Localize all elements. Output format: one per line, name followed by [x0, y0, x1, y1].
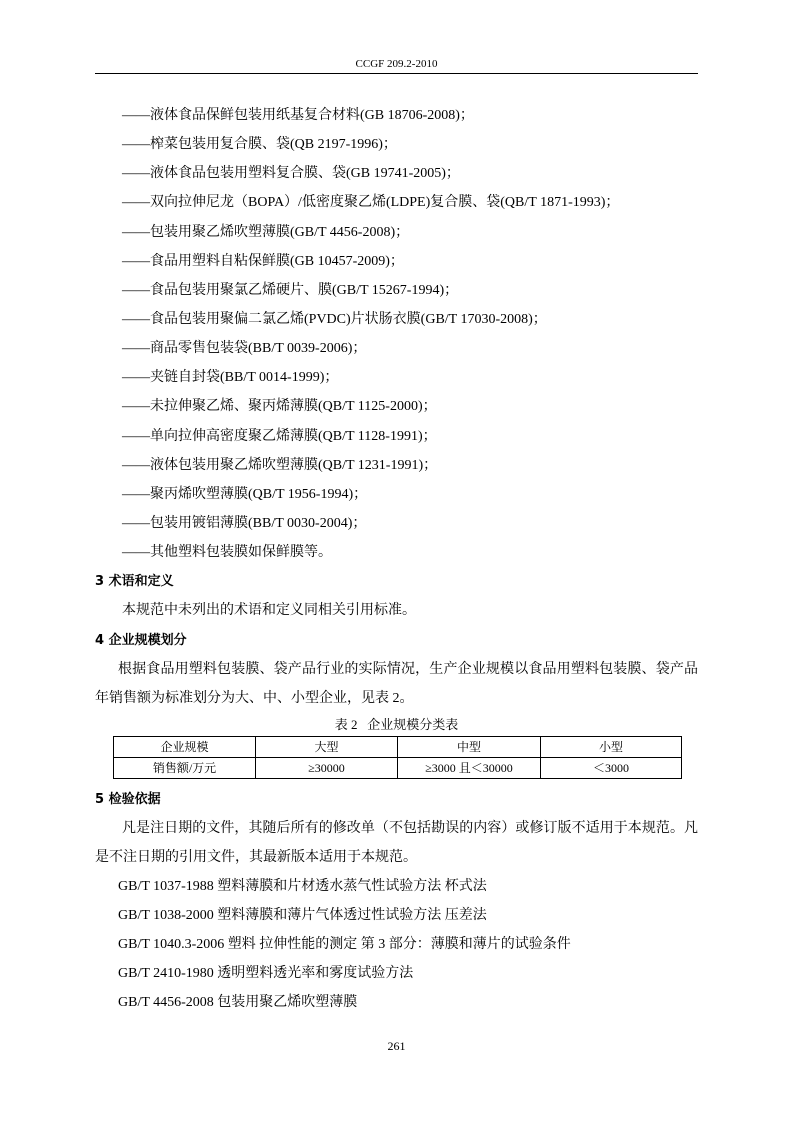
- section-5-paragraph-line: 凡是注日期的文件，其随后所有的修改单（不包括勘误的内容）或修订版不适用于本规范。凡: [122, 821, 698, 836]
- table-row: [114, 758, 682, 779]
- list-item: ——未拉伸聚乙烯、聚丙烯薄膜(QB/T 1125-2000)；: [122, 399, 437, 415]
- table-caption: 表 2 企业规模分类表: [334, 717, 459, 732]
- table-header-row: [114, 737, 682, 758]
- section-4-heading: 4 企业规模划分: [95, 632, 187, 648]
- list-item: ——榨菜包装用复合膜、袋(QB 2197-1996)；: [122, 137, 397, 153]
- list-item: ——包装用镀铝薄膜(BB/T 0030-2004)；: [122, 515, 367, 531]
- list-item: ——液体包装用聚乙烯吹塑薄膜(QB/T 1231-1991)；: [122, 457, 438, 473]
- section-3-paragraph: 本规范中未列出的术语和定义同相关引用标准。: [122, 603, 416, 619]
- table-header-cell: 小型: [541, 737, 682, 758]
- list-item: ——商品零售包装袋(BB/T 0039-2006)；: [122, 341, 367, 357]
- list-item: ——聚丙烯吹塑薄膜(QB/T 1956-1994)；: [122, 486, 368, 502]
- table-cell: ＜3000: [541, 758, 682, 779]
- table-cell: 销售额/万元: [114, 758, 256, 779]
- list-item: ——包装用聚乙烯吹塑薄膜(GB/T 4456-2008)；: [122, 224, 410, 240]
- list-item: ——食品包装用聚氯乙烯硬片、膜(GB/T 15267-1994)；: [122, 282, 459, 298]
- reference-standard: GB/T 1038-2000 塑料薄膜和薄片气体透过性试验方法 压差法: [118, 908, 487, 923]
- reference-standard: GB/T 1040.3-2006 塑料 拉伸性能的测定 第 3 部分：薄膜和薄片的试验条件: [118, 937, 571, 952]
- list-item: ——其他塑料包装膜如保鲜膜等。: [122, 545, 332, 561]
- table-header-cell: 大型: [256, 737, 398, 758]
- header-divider: [95, 73, 698, 74]
- section-3-heading: 3 术语和定义: [95, 574, 174, 590]
- table-cell: ≥30000: [256, 758, 398, 779]
- list-item: ——液体食品包装用塑料复合膜、袋(GB 19741-2005)；: [122, 166, 460, 182]
- reference-standard: GB/T 1037-1988 塑料薄膜和片材透水蒸气性试验方法 杯式法: [118, 879, 487, 894]
- table-header-cell: 企业规模: [114, 737, 256, 758]
- enterprise-scale-table: [113, 736, 682, 779]
- table-header-cell: 中型: [398, 737, 541, 758]
- reference-standard: GB/T 4456-2008 包装用聚乙烯吹塑薄膜: [118, 995, 358, 1010]
- section-5-heading: 5 检验依据: [95, 792, 161, 807]
- list-item: ——单向拉伸高密度聚乙烯薄膜(QB/T 1128-1991)；: [122, 428, 437, 444]
- document-body-upper: [95, 101, 698, 713]
- reference-standard: GB/T 2410-1980 透明塑料透光率和雾度试验方法: [118, 966, 414, 981]
- list-item: ——食品包装用聚偏二氯乙烯(PVDC)片状肠衣膜(GB/T 17030-2008)；: [122, 311, 547, 327]
- section-4-paragraph-line: 年销售额为标准划分为大、中、小型企业，见表 2。: [95, 690, 414, 706]
- page-number: 261: [387, 1039, 406, 1053]
- list-item: ——液体食品保鲜包装用纸基复合材料(GB 18706-2008)；: [122, 108, 474, 123]
- list-item: ——夹链自封袋(BB/T 0014-1999)；: [122, 370, 339, 386]
- section-4-paragraph-line: 根据食品用塑料包装膜、袋产品行业的实际情况，生产企业规模以食品用塑料包装膜、袋产品: [118, 661, 698, 677]
- section-5-paragraph-line: 是不注日期的引用文件，其最新版本适用于本规范。: [95, 850, 417, 865]
- document-body-lower: [95, 785, 698, 1017]
- table-cell: ≥3000 且＜30000: [398, 758, 541, 779]
- list-item: ——食品用塑料自粘保鲜膜(GB 10457-2009)；: [122, 253, 404, 269]
- document-code-header: CCGF 209.2-2010: [355, 58, 438, 70]
- list-item: ——双向拉伸尼龙（BOPA）/低密度聚乙烯(LDPE)复合膜、袋(QB/T 1871-1993)；: [122, 195, 620, 211]
